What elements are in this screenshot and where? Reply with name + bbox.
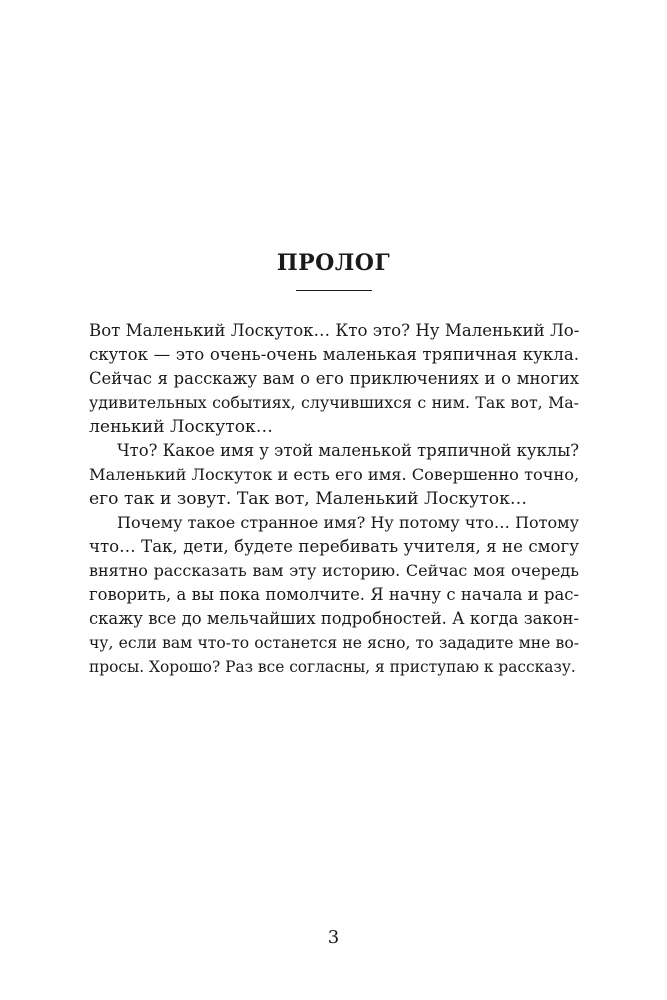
body-text (89, 319, 579, 679)
paragraph-3 (89, 511, 579, 679)
text-line: его так и зовут. Так вот, Маленький Лоскуток… (89, 489, 528, 509)
text-line: Почему такое странное имя? Ну потому что… Потому (117, 513, 579, 532)
text-line: удивительных событиях, случившихся с ним. Так вот, Ма- (89, 393, 579, 412)
text-line: внятно рассказать вам эту историю. Сейчас моя очередь (89, 561, 579, 580)
page-number: 3 (327, 927, 340, 948)
text-line: ленький Лоскуток… (89, 417, 273, 437)
title-underline-rule (296, 290, 372, 291)
text-line: Вот Маленький Лоскуток… Кто это? Ну Маленький Ло- (89, 321, 580, 340)
text-line: Сейчас я расскажу вам о его приключениях и о многих (89, 369, 579, 388)
text-line: что… Так, дети, будете перебивать учителя, я не смогу (89, 537, 579, 556)
chapter-title: ПРОЛОГ (276, 250, 391, 276)
paragraph-1 (89, 319, 579, 439)
text-line: просы. Хорошо? Раз все согласны, я приступаю к рассказу. (89, 658, 576, 676)
text-line: скуток — это очень-очень маленькая тряпичная кукла. (89, 345, 579, 364)
text-line: чу, если вам что-то останется не ясно, то зададите мне во- (89, 634, 579, 652)
text-line: Маленький Лоскуток и есть его имя. Совершенно точно, (89, 465, 580, 484)
text-line: скажу все до мельчайших подробностей. А когда закон- (89, 609, 579, 628)
text-line: Что? Какое имя у этой маленькой тряпичной куклы? (117, 441, 580, 460)
text-line: говорить, а вы пока помолчите. Я начну с начала и рас- (89, 585, 579, 604)
paragraph-2 (89, 439, 579, 511)
